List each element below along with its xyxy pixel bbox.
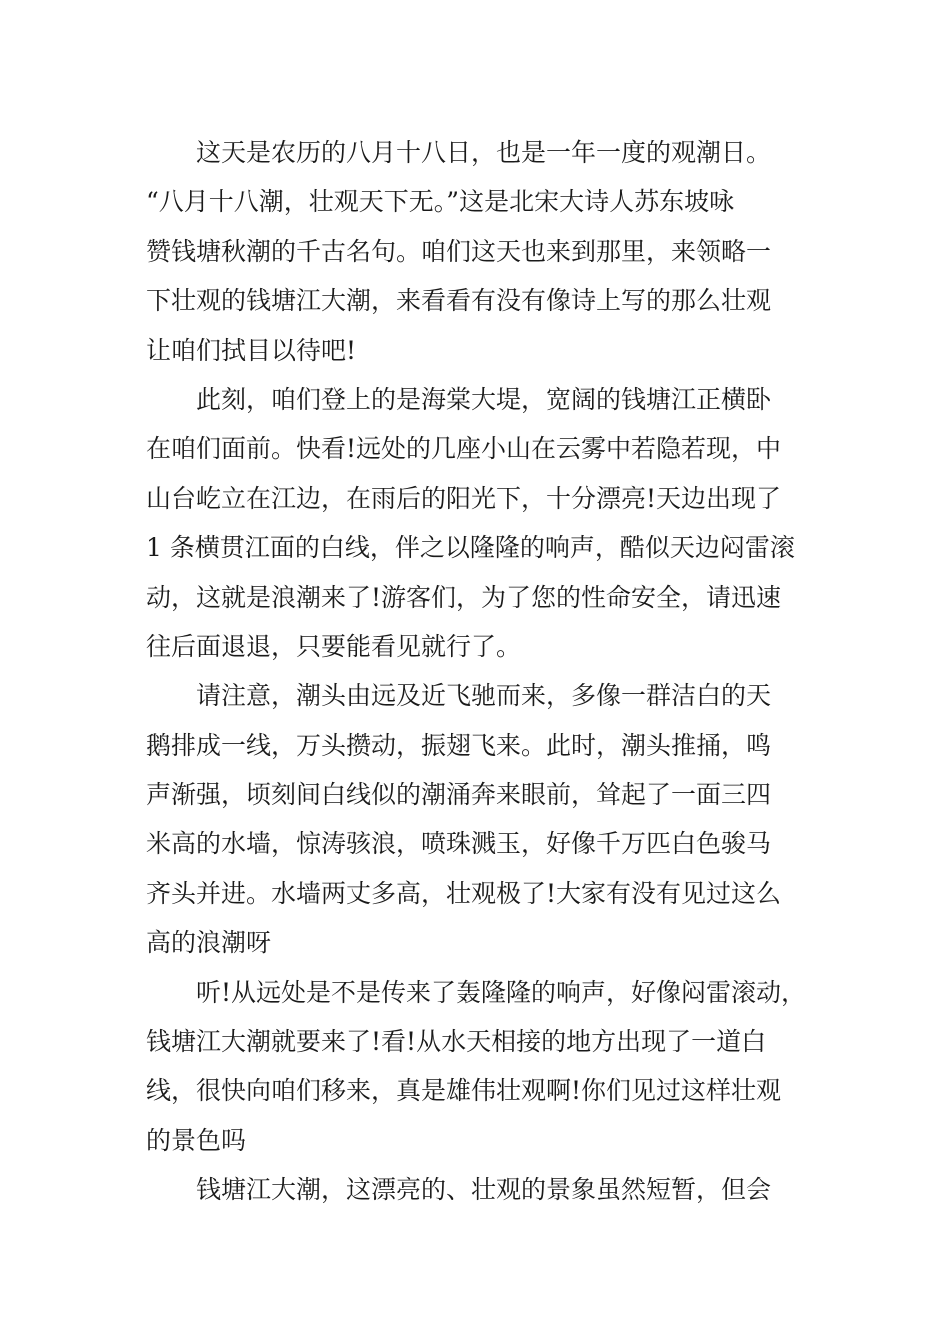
paragraph-5 [146, 1165, 808, 1214]
text-line: 线，很快向咱们移来，真是雄伟壮观啊!你们见过这样壮观 [146, 1076, 782, 1106]
text-line: 动，这就是浪潮来了!游客们，为了您的性命安全，请迅速 [146, 582, 782, 612]
text-line: 往后面退退，只要能看见就行了。 [146, 631, 522, 661]
paragraph-1 [146, 128, 808, 375]
text-line: 听!从远处是不是传来了轰隆隆的响声，好像闷雷滚动， [196, 977, 807, 1007]
text-line: 的景色吗 [146, 1125, 247, 1155]
paragraph-2 [146, 375, 808, 671]
document-body [146, 128, 808, 1215]
paragraph-4 [146, 968, 808, 1166]
text-line: 让咱们拭目以待吧! [146, 335, 357, 365]
text-line: 高的浪潮呀 [146, 928, 272, 958]
text-line: “八月十八潮，壮观天下无。”这是北宋大诗人苏东坡咏 [146, 187, 735, 217]
text-line: 齐头并进。水墙两丈多高，壮观极了!大家有没有见过这么 [146, 878, 782, 908]
text-line: 山台屹立在江边，在雨后的阳光下，十分漂亮!天边出现了 [146, 483, 782, 513]
text-line: 声渐强，顷刻间白线似的潮涌奔来眼前，耸起了一面三四 [146, 780, 772, 810]
text-line: 下壮观的钱塘江大潮，来看看有没有像诗上写的那么壮观 [146, 286, 772, 316]
text-line: 米高的水墙，惊涛骇浪，喷珠溅玉，好像千万匹白色骏马 [146, 829, 772, 859]
text-line: 1 条横贯江面的白线，伴之以隆隆的响声，酷似天边闷雷滚 [146, 533, 795, 563]
text-line: 鹅排成一线，万头攒动，振翅飞来。此时，潮头推捅，鸣 [146, 730, 772, 760]
text-line: 这天是农历的八月十八日，也是一年一度的观潮日。 [196, 138, 772, 167]
text-line: 赞钱塘秋潮的千古名句。咱们这天也来到那里，来领略一 [146, 236, 772, 266]
text-line: 请注意，潮头由远及近飞驰而来，多像一群洁白的天 [196, 681, 772, 711]
text-line: 钱塘江大潮，这漂亮的、壮观的景象虽然短暂，但会 [196, 1175, 772, 1205]
text-line: 钱塘江大潮就要来了!看!从水天相接的地方出现了一道白 [146, 1027, 767, 1057]
paragraph-3 [146, 671, 808, 967]
text-line: 此刻，咱们登上的是海棠大堤，宽阔的钱塘江正横卧 [196, 384, 772, 414]
text-line: 在咱们面前。快看!远处的几座小山在云雾中若隐若现，中 [146, 434, 782, 464]
